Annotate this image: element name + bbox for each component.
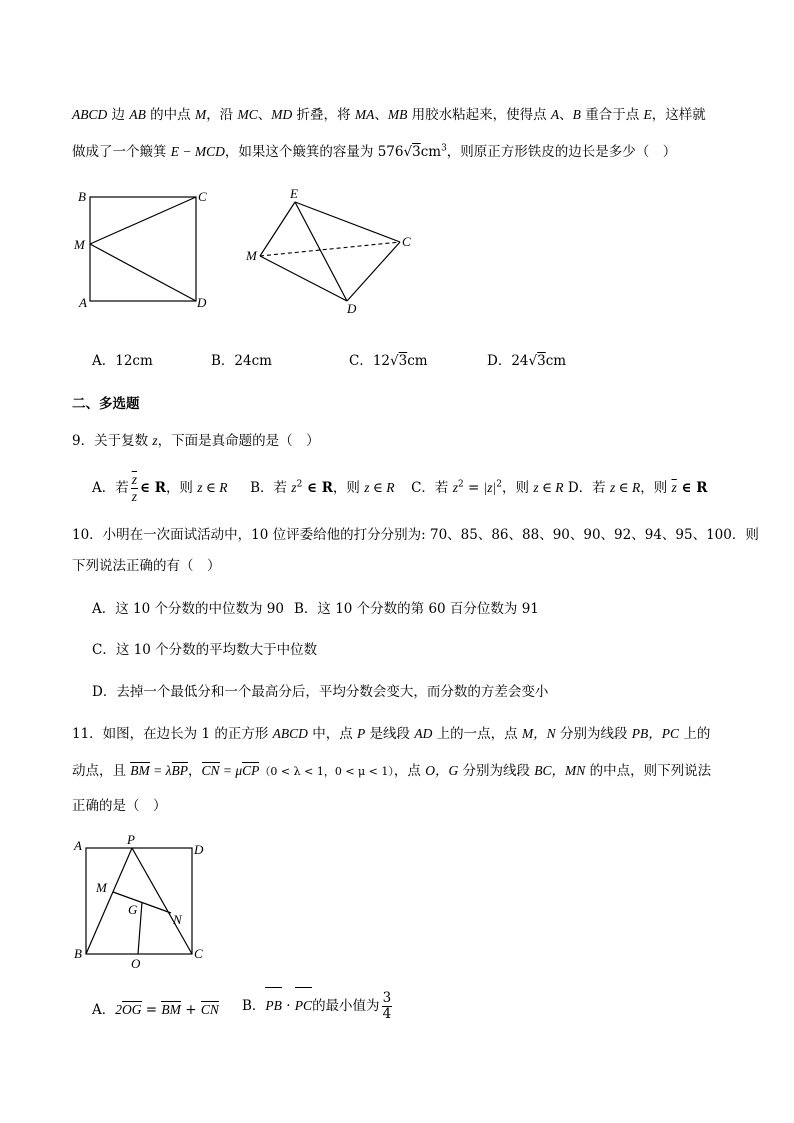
q8-text: ，则原正方形铁皮的边长是多少（ ）	[446, 144, 677, 160]
frac-den: z	[131, 488, 138, 504]
q8-text: 、	[257, 107, 272, 123]
vol-radicand: 3	[412, 144, 421, 160]
q8-option-b[interactable]	[211, 349, 272, 369]
label-m: M	[246, 248, 257, 263]
option-result-z: $\overline{z}$	[671, 479, 677, 495]
option-cond: ∈ R	[140, 479, 166, 496]
option-radicand: 3	[537, 353, 546, 369]
label-m: M	[74, 237, 85, 252]
label-c: C	[198, 189, 207, 204]
q8-emcd: E − MCD	[170, 144, 225, 159]
option-then: ，则	[640, 479, 672, 496]
q10-option-c[interactable]: C．这 10 个分数的平均数大于中位数	[92, 642, 318, 658]
option-label: C．若	[411, 479, 453, 496]
q8-option-a[interactable]	[92, 349, 153, 369]
q8-option-c[interactable]: C．12√3cm	[349, 353, 428, 369]
vector-bp: BP	[171, 763, 189, 778]
vector-bm: BM	[161, 1002, 181, 1017]
q9-option-a[interactable]	[92, 472, 228, 504]
label-g: G	[128, 902, 138, 917]
option-abs: |z|	[483, 479, 497, 495]
label-m: M	[96, 880, 107, 895]
q11-text: 上的	[679, 726, 711, 742]
option-plus: +	[180, 1002, 201, 1018]
q8-a: A	[550, 107, 560, 122]
option-unit: cm	[407, 353, 428, 369]
q11-range: （0 < λ < 1，0 < μ < 1）	[259, 765, 394, 778]
vector-pc: PC	[295, 988, 312, 1024]
segment-og	[138, 902, 142, 954]
q11-option-a[interactable]	[92, 998, 219, 1018]
q11-p: P	[357, 726, 366, 741]
option-pre: 12	[372, 353, 391, 369]
vector-bm: BM	[130, 763, 150, 778]
edge-cd	[347, 242, 400, 301]
q11-eq: = λ	[149, 763, 172, 778]
frac-num: $\overline{z}$	[131, 472, 138, 487]
q10-options-ab	[92, 597, 539, 617]
q9-options	[92, 466, 707, 506]
option-result: z ∈ R	[364, 479, 395, 495]
q11-text: ，点	[393, 763, 426, 779]
option-then: ，则	[332, 479, 365, 496]
vector-cn: CN	[200, 1002, 219, 1017]
q11-abcd: ABCD	[272, 726, 308, 741]
label-d: D	[347, 301, 357, 316]
q11-text: 分别为线段	[458, 763, 535, 779]
q8-text: 的中点	[145, 107, 195, 123]
q8-ab: AB	[129, 107, 146, 122]
q8-figure-square	[70, 185, 220, 315]
q9-stem-text: 9．关于复数	[72, 433, 153, 449]
q11-text: 上的一点，点	[432, 726, 522, 742]
q11-ad: AD	[414, 726, 433, 741]
q8-line1	[72, 103, 706, 123]
label-d: D	[194, 842, 204, 857]
vector-cp: CP	[242, 763, 260, 778]
label-a: A	[79, 295, 87, 310]
q10-option-d[interactable]: D．去掉一个最低分和一个最高分后，平均分数会变大，而分数的方差会变小	[92, 684, 549, 700]
q8-md: MD	[271, 107, 293, 122]
q8-abcd: ABCD	[72, 107, 108, 122]
q11-figure	[70, 830, 220, 970]
q8-text: ，如果这个簸箕的容量为	[224, 144, 378, 160]
vector-pb: PB	[265, 988, 282, 1024]
label-o: O	[131, 956, 141, 970]
q8-text: 、	[374, 107, 388, 123]
edge-mc-hidden	[260, 242, 400, 256]
q9-option-d[interactable]	[568, 480, 708, 496]
option-eq: =	[463, 479, 484, 496]
option-result: z ∈ R	[533, 479, 564, 495]
q8-text: 做成了一个簸箕	[72, 144, 171, 160]
q8-text: ，这样就	[651, 107, 706, 123]
vol-unit: cm	[420, 144, 442, 160]
q8-text: 、	[559, 107, 573, 123]
q8-m: M	[194, 107, 207, 122]
q9-z: z	[152, 433, 158, 448]
q8-line2	[72, 140, 676, 160]
option-letter: A．	[92, 353, 116, 369]
q8-figure-pyramid	[240, 182, 420, 317]
option-radicand: 3	[398, 353, 408, 369]
q11-stem-line1	[72, 722, 710, 742]
q9-option-c[interactable]	[411, 480, 564, 496]
q11-text: 是线段	[365, 726, 415, 742]
q8-volume: $576√3cm^3$	[377, 143, 447, 160]
line-md	[90, 244, 196, 301]
option-z: z	[291, 479, 297, 495]
q10-stem-line1: 10．小明在一次面试活动中，10 位评委给他的打分分别为: 70、85、86、88、90、90、92、94、95、100．则	[72, 527, 759, 543]
option-then: ，则	[502, 479, 534, 496]
option-cond: z ∈ R	[609, 479, 641, 495]
label-b: B	[78, 189, 86, 204]
option-value: 24cm	[234, 353, 272, 369]
q8-mc: MC	[237, 107, 258, 122]
q8-e: E	[643, 107, 652, 122]
edge-em	[260, 202, 295, 256]
label-d: D	[197, 295, 207, 310]
label-a: A	[74, 838, 82, 853]
fraction-three-quarters	[382, 989, 393, 1022]
q8-text: 重合于点	[580, 107, 644, 123]
option-label: B．若	[250, 479, 292, 496]
segment-pb	[86, 848, 132, 954]
q8-text: 边	[107, 107, 130, 123]
q11-text: ，	[188, 763, 202, 779]
q9-stem-text: ，下面是真命题的是（ ）	[157, 433, 320, 449]
q11-og: O，G	[425, 763, 459, 778]
q11-text: 11．如图，在边长为 1 的正方形	[72, 726, 273, 742]
option-letter: B．	[211, 353, 235, 369]
line-mc	[90, 197, 196, 244]
option-eq: =	[141, 1002, 162, 1018]
q11-text: 动点，且	[72, 763, 131, 779]
q9-option-b[interactable]	[250, 480, 394, 496]
vol-exp: 3	[441, 143, 447, 154]
edge-ec	[295, 202, 400, 242]
q8-text: 折叠，将	[292, 107, 355, 123]
segment-pc	[132, 848, 192, 954]
q8-b: B	[572, 107, 581, 122]
option-label: A．若	[92, 479, 129, 496]
section-title-multiple-choice: 二、多选题	[72, 396, 140, 412]
option-letter: C．	[349, 353, 373, 369]
option-label: B．	[242, 998, 266, 1014]
label-c: C	[194, 946, 203, 961]
q8-text: 用胶水粘起来，使得点	[407, 107, 551, 123]
q11-eq: = μ	[219, 763, 243, 778]
option-z: z	[452, 479, 458, 495]
option-cond: ∈ R	[302, 479, 333, 496]
frac-den: 4	[382, 1006, 392, 1022]
q8-ma: MA	[354, 107, 375, 122]
option-dot: ·	[281, 998, 295, 1014]
vol-num: 576	[377, 144, 404, 160]
q11-stem-line3: 正确的是（ ）	[72, 798, 167, 814]
q10-option-a[interactable]: A．这 10 个分数的中位数为 90	[92, 601, 284, 617]
q11-mn: M，N	[521, 726, 556, 741]
edge-md	[260, 256, 347, 301]
option-result: z ∈ R	[197, 479, 228, 495]
option-then: ，则	[165, 479, 198, 496]
q10-stem-line2: 下列说法正确的有（ ）	[72, 558, 221, 574]
q11-text: 中，点	[307, 726, 357, 742]
q10-option-b[interactable]: B．这 10 个分数的第 60 百分位数为 91	[293, 601, 539, 617]
option-unit: cm	[545, 353, 567, 369]
label-c: C	[402, 234, 411, 249]
option-label: D．若	[567, 479, 610, 496]
q11-bc-mn: BC，MN	[534, 763, 586, 778]
q11-stem-line2	[72, 759, 711, 779]
vector-cn: CN	[201, 763, 220, 778]
q11-option-b[interactable]	[242, 988, 394, 1024]
vector-og: OG	[122, 1002, 142, 1017]
option-coef: 2	[115, 1002, 122, 1017]
option-label: A．	[92, 1002, 116, 1018]
q11-text: 分别为线段	[555, 726, 632, 742]
q11-pb-pc: PB，PC	[631, 726, 680, 741]
fraction	[131, 473, 138, 503]
q8-text: ，沿	[206, 107, 238, 123]
q9-stem	[72, 429, 320, 449]
option-exp: 2	[296, 479, 303, 489]
option-value: 12cm	[115, 353, 153, 369]
label-e: E	[290, 186, 298, 201]
q8-option-d[interactable]: D．24√3cm	[487, 353, 567, 369]
option-exp2: 2	[496, 479, 503, 489]
square-outline	[90, 197, 196, 301]
label-b: B	[74, 946, 82, 961]
option-text: 的最小值为	[312, 998, 380, 1014]
q11-text: 的中点，则下列说法	[585, 763, 712, 779]
option-exp: 2	[457, 479, 464, 489]
option-result-tail: ∈ R	[676, 479, 708, 496]
option-letter: D．	[487, 353, 512, 369]
label-p: P	[127, 832, 135, 847]
option-pre: 24	[511, 353, 529, 369]
label-n: N	[173, 912, 182, 927]
q8-mb: MB	[387, 107, 408, 122]
frac-num: 3	[382, 989, 392, 1006]
